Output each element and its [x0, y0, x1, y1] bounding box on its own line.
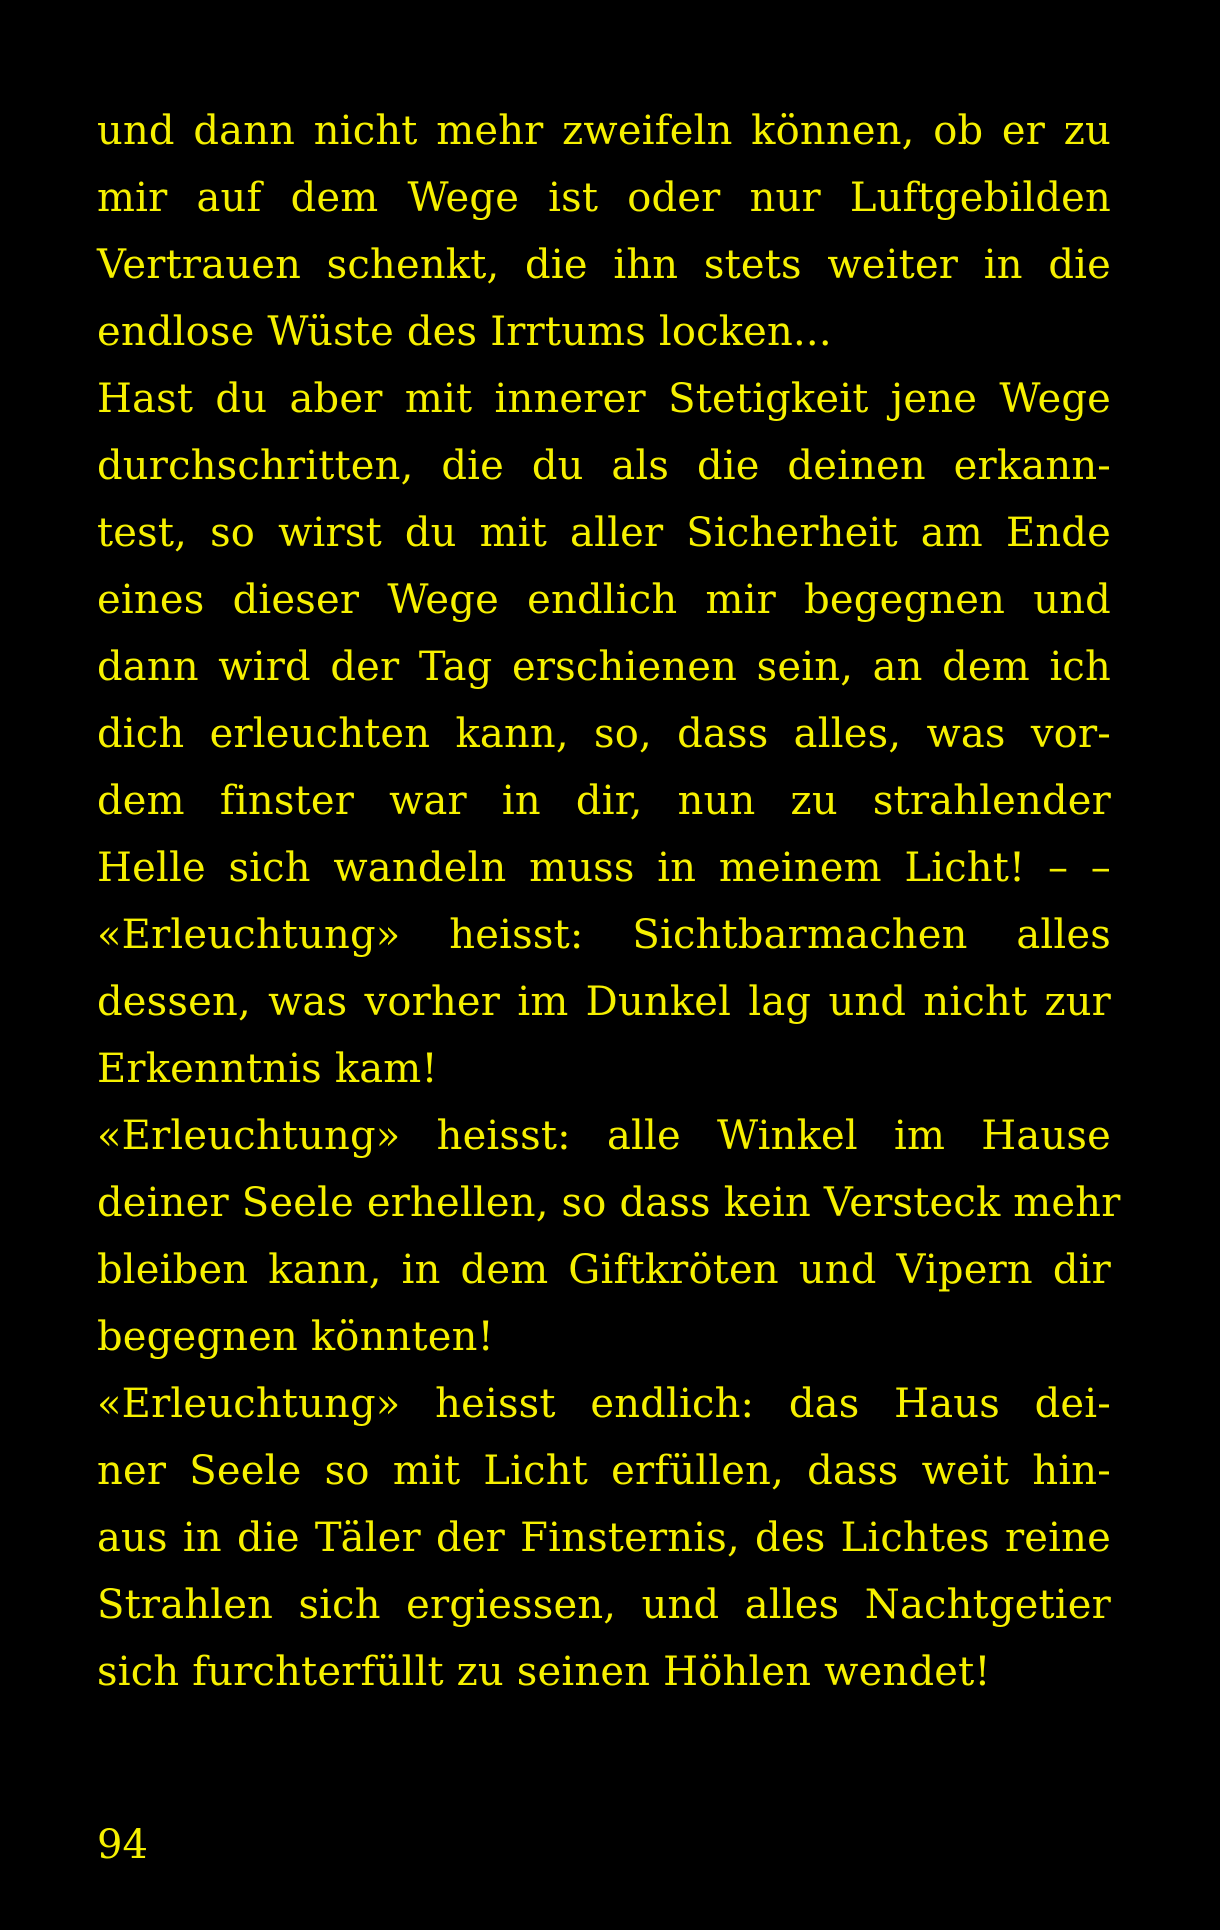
text-line: Vertrauen schenkt, die ihn stets weiter in die [97, 242, 1111, 288]
text-line: «Erleuchtung» heisst endlich: das Haus dei- [97, 1381, 1111, 1427]
text-line: Strahlen sich ergiessen, und alles Nachtgetier [97, 1582, 1111, 1628]
text-line: durchschritten, die du als die deinen erkann- [97, 443, 1111, 489]
text-line: «Erleuchtung» heisst: alle Winkel im Hause [97, 1113, 1111, 1159]
text-line: Erkenntnis kam! [97, 1046, 438, 1092]
text-line: begegnen könnten! [97, 1314, 494, 1360]
text-line: ner Seele so mit Licht erfüllen, dass weit hin- [97, 1448, 1111, 1494]
text-line: eines dieser Wege endlich mir begegnen und [97, 577, 1111, 623]
text-line: sich furchterfüllt zu seinen Höhlen wendet! [97, 1649, 991, 1695]
text-line: test, so wirst du mit aller Sicherheit am Ende [97, 510, 1111, 556]
text-line: aus in die Täler der Finsternis, des Lichtes reine [97, 1515, 1111, 1561]
text-line: «Erleuchtung» heisst: Sichtbarmachen alles [97, 912, 1111, 958]
text-line: Helle sich wandeln muss in meinem Licht! – – [97, 845, 1111, 891]
text-line: deiner Seele erhellen, so dass kein Versteck mehr [97, 1180, 1121, 1226]
text-line: mir auf dem Wege ist oder nur Luftgebilden [97, 175, 1111, 221]
page-number: 94 [97, 1822, 148, 1868]
body-text [97, 98, 1121, 1706]
text-line: endlose Wüste des Irrtums locken... [97, 309, 832, 355]
text-line: dessen, was vorher im Dunkel lag und nicht zur [97, 979, 1111, 1025]
text-line: bleiben kann, in dem Giftkröten und Vipern dir [97, 1247, 1111, 1293]
text-line: dann wird der Tag erschienen sein, an dem ich [97, 644, 1111, 690]
text-line: dich erleuchten kann, so, dass alles, was vor- [97, 711, 1111, 757]
text-line: Hast du aber mit innerer Stetigkeit jene Wege [97, 376, 1111, 422]
text-line: und dann nicht mehr zweifeln können, ob er zu [97, 108, 1111, 154]
text-line: dem finster war in dir, nun zu strahlender [97, 778, 1111, 824]
